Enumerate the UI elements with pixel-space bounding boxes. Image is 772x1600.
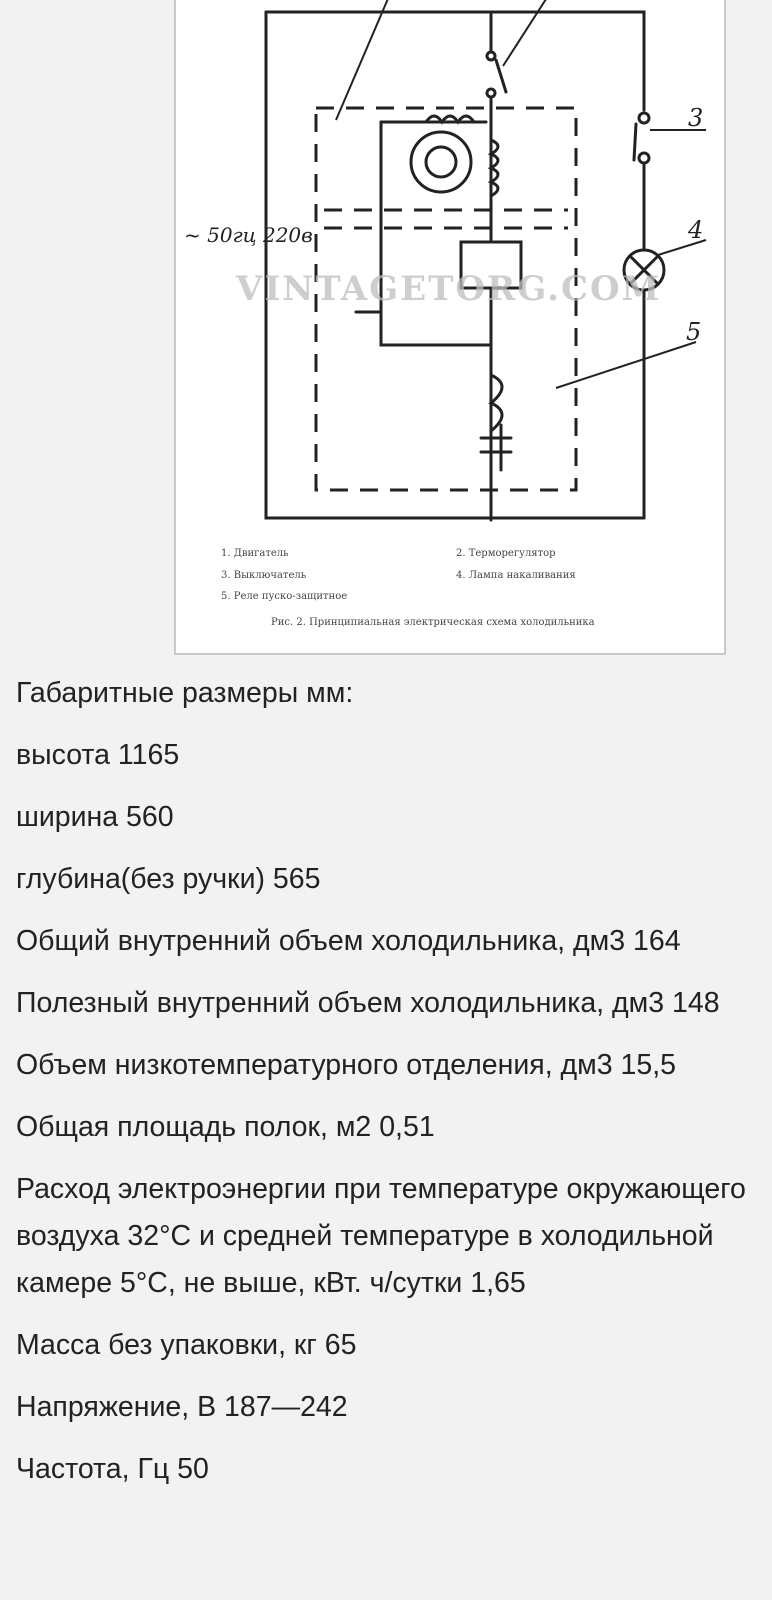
legend-item-2: 2. Терморегулятор (456, 548, 556, 559)
outer-wire-left (266, 12, 644, 518)
specifications-list (16, 670, 761, 1508)
leader-2 (503, 0, 548, 66)
legend-item-3: 3. Выключатель (221, 570, 307, 581)
spec-heading: Габаритные размеры мм: (16, 677, 354, 709)
spec-total-volume: Общий внутренний объем холодильника, дм3 164 (16, 925, 681, 957)
spec-energy-consumption: Расход электроэнергии при температуре окружающего воздуха 32°С и средней температуре в холодильной камере 5°С, не выше, кВт. ч/сутки 1,65 (16, 1173, 746, 1299)
leader-1 (336, 0, 390, 120)
outer-wire-top (266, 12, 644, 110)
figure-caption: Рис. 2. Принципиальная электрическая схема холодильника (271, 617, 595, 628)
callout-5: 5 (686, 318, 702, 346)
motor-symbol (411, 132, 471, 192)
circuit-diagram-figure (174, 0, 726, 655)
legend-item-5: 5. Реле пуско-защитное (221, 591, 348, 602)
legend-item-1: 1. Двигатель (221, 548, 289, 559)
watermark-text: VINTAGETORG.COM (236, 269, 662, 309)
spec-mass: Масса без упаковки, кг 65 (16, 1329, 357, 1361)
spec-width: ширина 560 (16, 801, 174, 833)
circuit-diagram (176, 0, 728, 657)
legend-item-4: 4. Лампа накаливания (456, 570, 576, 581)
spec-depth: глубина(без ручки) 565 (16, 863, 321, 895)
spec-voltage: Напряжение, В 187—242 (16, 1391, 348, 1423)
spec-freezer-volume: Объем низкотемпературного отделения, дм3 15,5 (16, 1049, 677, 1081)
spec-height: высота 1165 (16, 739, 180, 771)
callout-4: 4 (688, 216, 704, 244)
spec-useful-volume: Полезный внутренний объем холодильника, дм3 148 (16, 987, 720, 1019)
callout-3: 3 (688, 104, 704, 132)
supply-label: ~ 50гц 220в (184, 223, 313, 247)
spec-shelf-area: Общая площадь полок, м2 0,51 (16, 1111, 435, 1143)
spec-frequency: Частота, Гц 50 (16, 1453, 209, 1485)
